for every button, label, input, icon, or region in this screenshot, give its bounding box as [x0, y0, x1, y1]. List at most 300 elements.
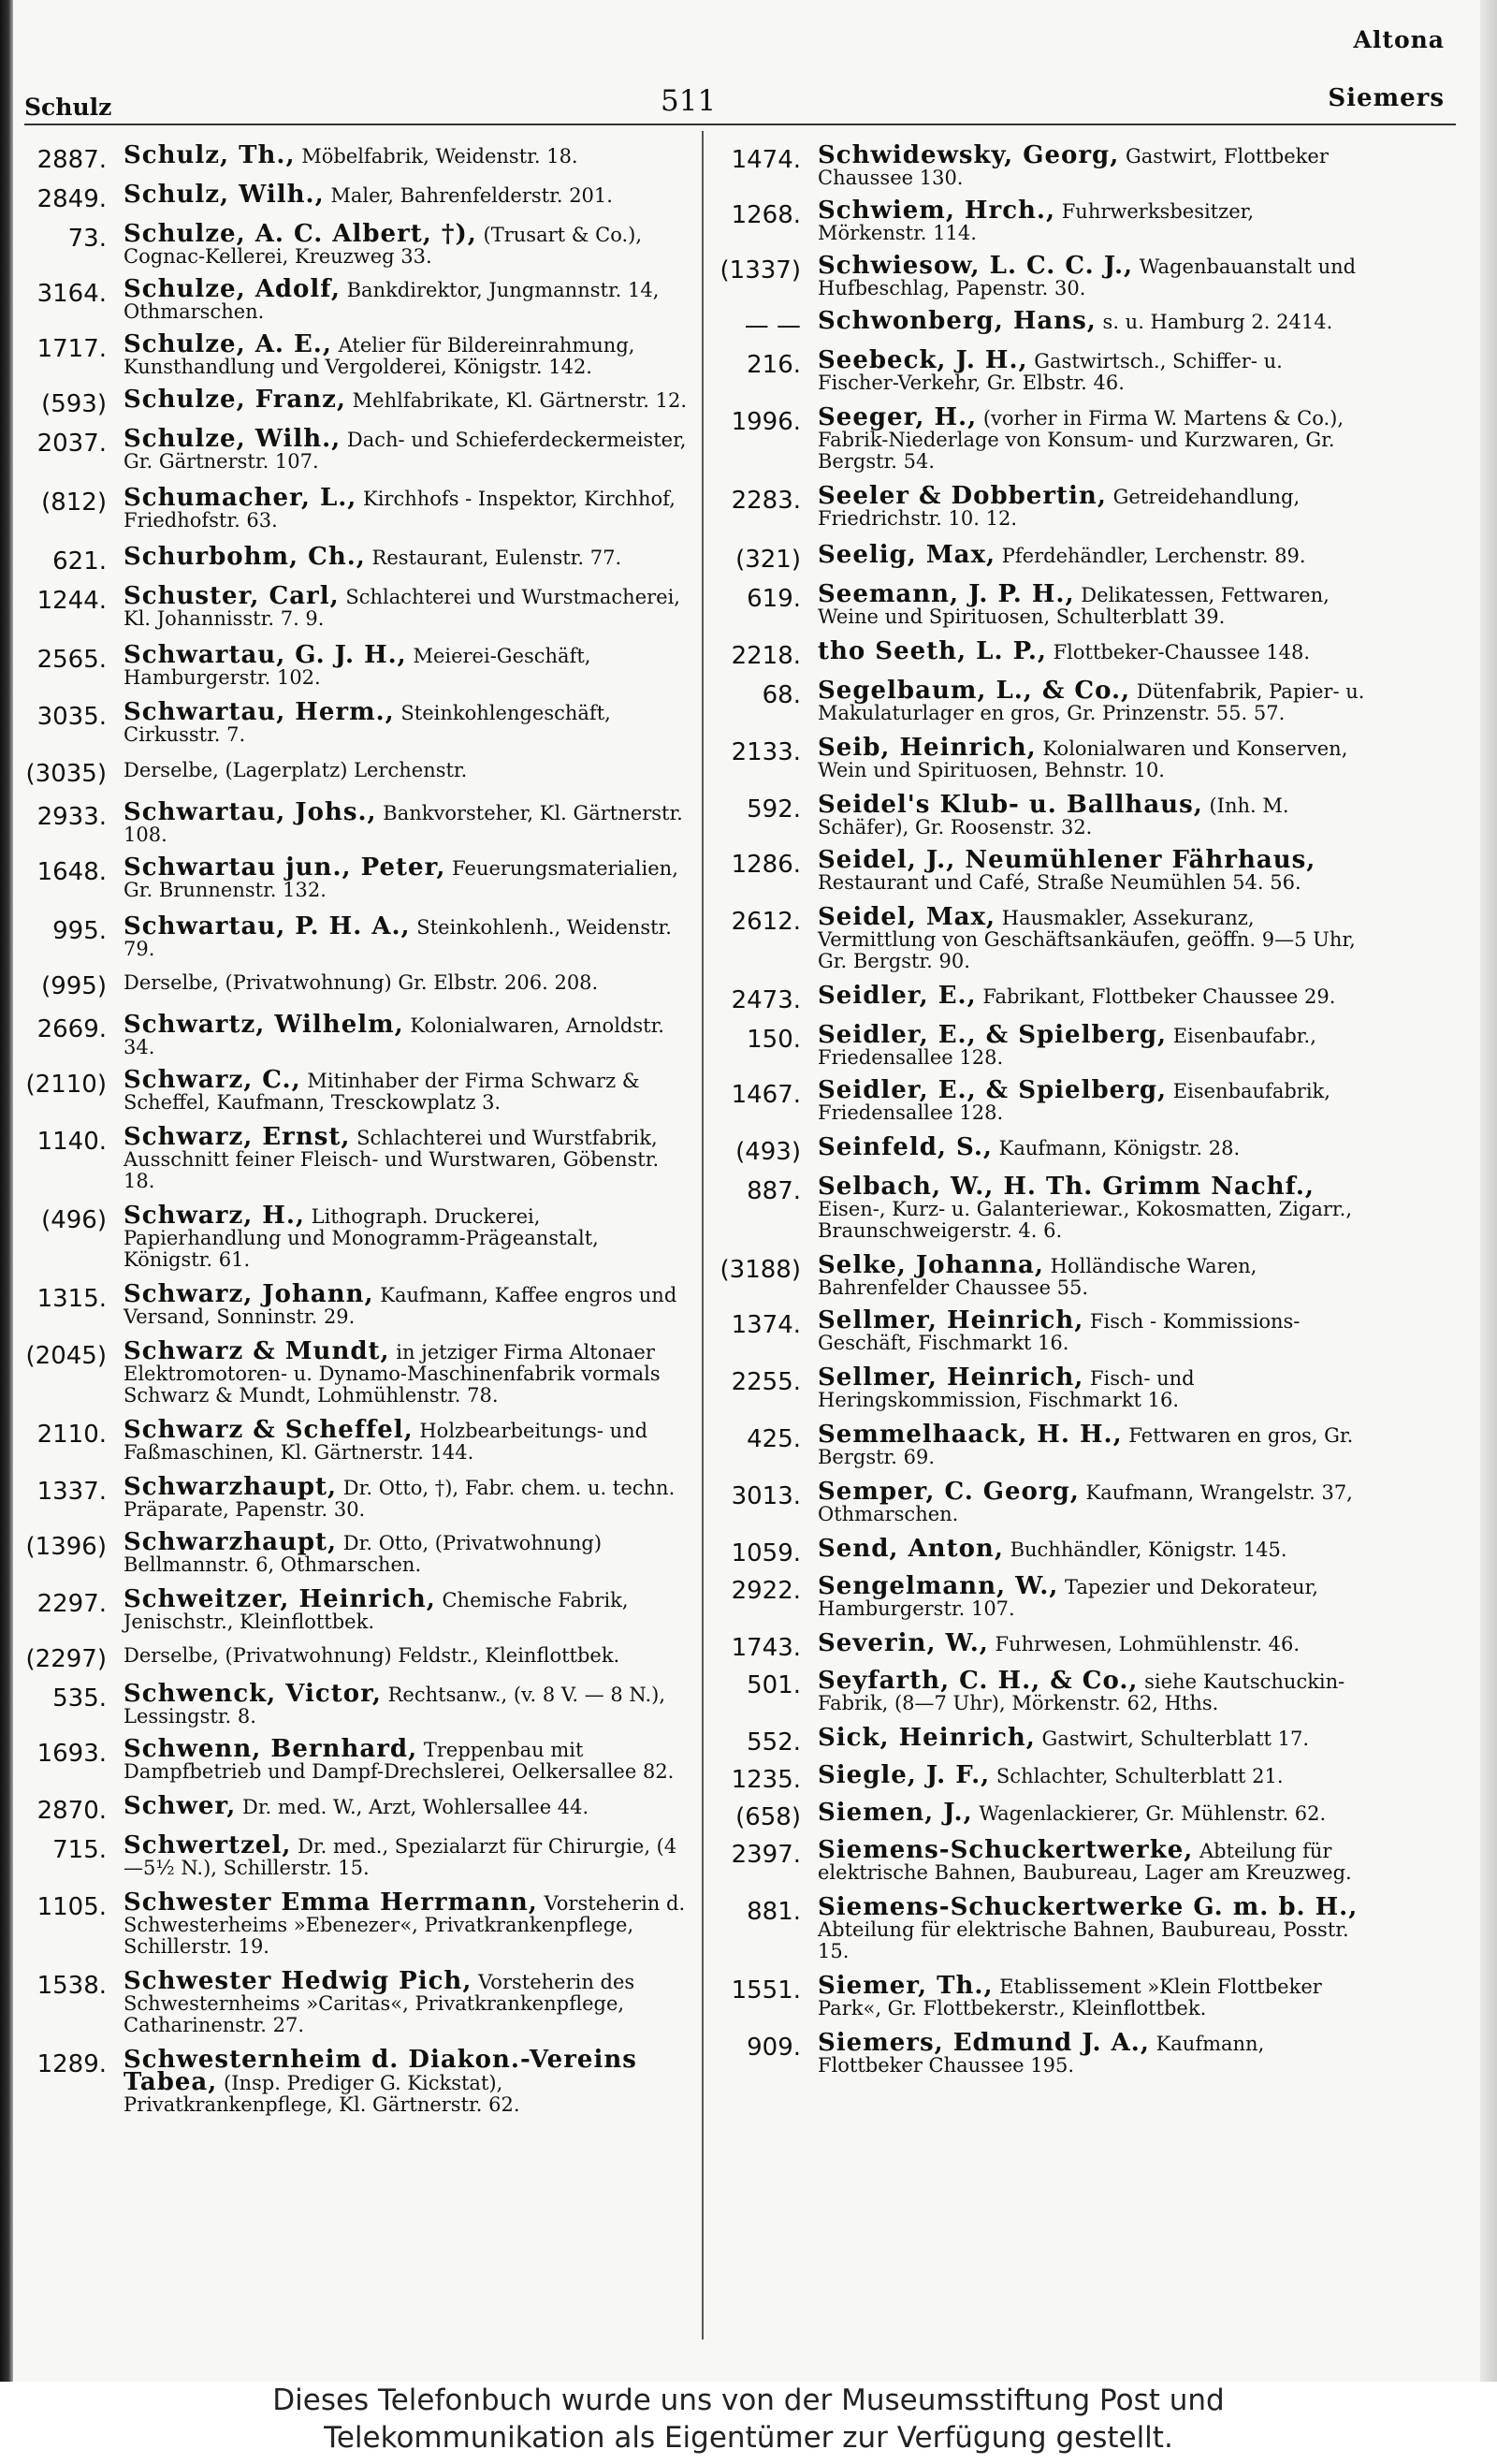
entry-text	[107, 1123, 690, 1192]
directory-entry	[24, 141, 690, 174]
directory-entry	[24, 425, 690, 473]
entry-details: Kaufmann, Wrangelstr. 37, Othmarschen.	[818, 1481, 1353, 1525]
entry-name: Schulze, Wilh.,	[124, 425, 342, 453]
phone-number: 2255.	[731, 1368, 801, 1396]
entry-text	[107, 698, 690, 746]
entry-name: Siemen, J.,	[818, 1799, 973, 1827]
phone-number: 1996.	[731, 408, 801, 436]
directory-entry	[24, 1644, 690, 1672]
directory-entry	[24, 2046, 690, 2116]
directory-entry	[711, 1972, 1366, 2019]
entry-text	[107, 1280, 690, 1328]
directory-entry	[711, 1629, 1366, 1662]
entry-name: Schulze, A. E.,	[124, 330, 332, 358]
entry-name: Schwidewsky, Georg,	[818, 141, 1120, 169]
phone-number: 1286.	[731, 851, 801, 879]
directory-entry	[24, 853, 690, 901]
entry-details: Etablissement »Klein Flottbeker Park«, Gr. Flottbekerstr., Kleinflottbek.	[818, 1976, 1322, 2019]
entry-details: Pferdehändler, Lerchenstr. 89.	[1001, 545, 1306, 567]
entry-name: Seeler & Dobbertin,	[818, 482, 1107, 510]
phone-number: (995)	[41, 972, 107, 1000]
entry-text	[107, 798, 690, 846]
directory-entry	[24, 1280, 690, 1328]
directory-entry	[24, 275, 690, 323]
left-column	[24, 141, 690, 2116]
entry-text	[107, 543, 690, 571]
entry-text	[107, 181, 690, 209]
directory-entry	[24, 641, 690, 689]
entry-text	[801, 482, 1366, 530]
entry-details: Maler, Bahrenfelderstr. 201.	[330, 184, 613, 207]
phone-number: 887.	[747, 1177, 801, 1205]
directory-entry	[711, 1306, 1366, 1354]
entry-details: Schlachterei und Wurstmacherei, Kl. Johannisstr. 7. 9.	[124, 586, 680, 630]
entry-text	[107, 1528, 690, 1576]
phone-number: 592.	[747, 795, 801, 824]
entry-details: Fabrikant, Flottbeker Chaussee 29.	[982, 985, 1336, 1008]
directory-entry	[711, 1421, 1366, 1468]
header-city: Altona	[1353, 26, 1445, 53]
phone-number: 1268.	[731, 201, 801, 229]
entry-details: Möbelfabrik, Weidenstr. 18.	[301, 145, 578, 168]
page-number: 511	[661, 84, 717, 118]
phone-number: 1140.	[36, 1128, 107, 1156]
directory-entry	[711, 1893, 1366, 1962]
phone-number: 3035.	[36, 703, 107, 731]
phone-number: 1474.	[731, 146, 801, 174]
directory-entry	[711, 403, 1366, 473]
entry-name: Severin, W.,	[818, 1629, 989, 1657]
phone-number: (3035)	[25, 760, 107, 788]
entry-details: Gastwirtsch., Schiffer- u. Fischer-Verkehr, Gr. Elbstr. 46.	[818, 350, 1283, 394]
entry-text	[801, 141, 1366, 189]
phone-number: 425.	[747, 1425, 801, 1453]
entry-name: Schulze, Adolf,	[124, 275, 341, 303]
entry-text	[801, 2029, 1366, 2077]
directory-entry	[711, 307, 1366, 340]
entry-text	[801, 1836, 1366, 1884]
entry-details: Treppenbau mit Dampfbetrieb und Dampf-Drechslerei, Oelkersallee 82.	[124, 1739, 675, 1783]
phone-number: 909.	[747, 2034, 801, 2062]
entry-details: Bankvorsteher, Kl. Gärtnerstr. 108.	[124, 802, 683, 846]
phone-number: 2110.	[36, 1421, 107, 1449]
directory-entry	[24, 798, 690, 846]
entry-name: Seebeck, J. H.,	[818, 346, 1028, 374]
entry-details: Fisch - Kommissions-Geschäft, Fischmarkt 16.	[818, 1310, 1301, 1354]
phone-number: 2218.	[731, 642, 801, 670]
directory-entry	[24, 759, 690, 787]
entry-text	[107, 759, 690, 781]
directory-entry	[711, 846, 1366, 894]
directory-entry	[711, 482, 1366, 530]
phone-number: 501.	[747, 1671, 801, 1699]
entry-details: Dr. med., Spezialarzt für Chirurgie, (4—5½ N.), Schillerstr. 15.	[124, 1835, 677, 1879]
entry-name: Seidel, Max,	[818, 903, 996, 931]
phone-number: (812)	[41, 488, 107, 517]
entry-text	[801, 1478, 1366, 1525]
entry-details: Kaufmann, Flottbeker Chaussee 195.	[818, 2033, 1265, 2077]
entry-details: Dütenfabrik, Papier- u. Makulaturlager en gros, Gr. Prinzenstr. 55. 57.	[818, 680, 1365, 724]
entry-name: Schumacher, L.,	[124, 484, 357, 512]
header-right-keyword: Siemers	[1328, 84, 1445, 112]
entry-details: s. u. Hamburg 2. 2414.	[1102, 311, 1333, 333]
directory-entry	[711, 2029, 1366, 2077]
phone-number: 3013.	[731, 1482, 801, 1510]
entry-text	[801, 1363, 1366, 1411]
entry-details: Eisen-, Kurz- u. Galanteriewar., Kokosmatten, Zigarr., Braunschweigerstr. 4. 6.	[818, 1198, 1352, 1242]
entry-text	[801, 677, 1366, 724]
entry-details: Restaurant, Eulenstr. 77.	[371, 547, 622, 569]
entry-text	[107, 582, 690, 630]
entry-name: Seeger, H.,	[818, 403, 978, 431]
entry-text	[107, 425, 690, 473]
entry-text	[801, 1421, 1366, 1468]
entry-details: Gastwirt, Schulterblatt 17.	[1041, 1728, 1310, 1750]
entry-name: Seelig, Max,	[818, 541, 996, 569]
entry-name: Schulz, Wilh.,	[124, 181, 325, 209]
entry-text	[107, 1735, 690, 1783]
entry-name: Send, Anton,	[818, 1535, 1004, 1563]
entry-text	[107, 1585, 690, 1633]
entry-details: Vorsteherin d. Schwesterheims »Ebenezer«, Privatkrankenpflege, Schillerstr. 19.	[124, 1892, 686, 1958]
entry-text	[107, 1792, 690, 1820]
phone-number: 1551.	[731, 1976, 801, 2005]
directory-entry	[711, 1133, 1366, 1166]
entry-text	[107, 1202, 690, 1271]
entry-details: Dr. med. W., Arzt, Wohlersallee 44.	[241, 1796, 589, 1818]
entry-details: Chemische Fabrik, Jenischstr., Kleinflottbek.	[124, 1589, 629, 1633]
entry-name: Segelbaum, L., & Co.,	[818, 677, 1131, 705]
entry-text	[801, 1761, 1366, 1789]
entry-details: Holzbearbeitungs- und Faßmaschinen, Kl. Gärtnerstr. 144.	[124, 1420, 648, 1464]
phone-number: 2887.	[36, 146, 107, 174]
phone-number: 2297.	[36, 1590, 107, 1618]
phone-number: 1289.	[36, 2050, 107, 2078]
directory-entry	[24, 386, 690, 418]
directory-entry	[24, 1473, 690, 1521]
phone-number: (2045)	[25, 1342, 107, 1370]
entry-text	[801, 1799, 1366, 1827]
directory-entry	[24, 582, 690, 630]
entry-text	[801, 982, 1366, 1010]
phone-number: 1693.	[36, 1740, 107, 1768]
entry-details: (Insp. Prediger G. Kickstat), Privatkrankenpflege, Kl. Gärtnerstr. 62.	[124, 2072, 520, 2116]
directory-entry	[711, 677, 1366, 724]
entry-text	[107, 275, 690, 323]
entry-name: Seinfeld, S.,	[818, 1133, 993, 1161]
entry-name: Schulz, Th.,	[124, 141, 296, 169]
entry-name: Schwartau, Herm.,	[124, 698, 395, 726]
directory-entry	[24, 1680, 690, 1728]
phone-number: 1743.	[731, 1634, 801, 1662]
directory-entry	[711, 1021, 1366, 1069]
entry-name: Schwertzel,	[124, 1831, 292, 1859]
entry-name: Siemer, Th.,	[818, 1972, 994, 2000]
entry-name: Seidler, E.,	[818, 982, 977, 1010]
entry-details: Fisch- und Heringskommission, Fischmarkt 16.	[818, 1367, 1195, 1411]
directory-entry	[711, 734, 1366, 781]
entry-details: Schlachterei und Wurstfabrik, Ausschnitt feiner Fleisch- und Wurstwaren, Göbenstr. 18.	[124, 1127, 660, 1192]
phone-number: 715.	[52, 1836, 107, 1864]
header-rule	[24, 124, 1456, 125]
entry-details: Kirchhofs - Inspektor, Kirchhof, Friedhofstr. 63.	[124, 488, 676, 532]
directory-entry	[711, 1076, 1366, 1124]
entry-name: Schwiem, Hrch.,	[818, 197, 1056, 225]
entry-name: Schweitzer, Heinrich,	[124, 1585, 436, 1613]
directory-entry	[711, 1251, 1366, 1299]
entry-text	[801, 1972, 1366, 2019]
entry-name: Sick, Heinrich,	[818, 1724, 1036, 1752]
entry-text	[801, 903, 1366, 972]
phone-number: (3188)	[719, 1256, 801, 1284]
entry-name: Schwartz, Wilhelm,	[124, 1011, 404, 1039]
phone-number: 1717.	[36, 335, 107, 363]
entry-text	[801, 403, 1366, 473]
directory-entry	[711, 252, 1366, 299]
entry-text	[801, 1173, 1366, 1242]
phone-number: 1315.	[36, 1285, 107, 1313]
entry-name: Seidel, J., Neumühlener Fährhaus,	[818, 846, 1316, 874]
directory-entry	[24, 1066, 690, 1114]
directory-entry	[24, 698, 690, 746]
phone-number: 1105.	[36, 1893, 107, 1921]
phone-number: (1396)	[25, 1533, 107, 1561]
directory-entry	[711, 1363, 1366, 1411]
directory-entry	[24, 330, 690, 378]
phone-number: 2473.	[731, 986, 801, 1014]
directory-entry	[711, 346, 1366, 394]
phone-number: 1374.	[731, 1311, 801, 1339]
entry-details: Bankdirektor, Jungmannstr. 14, Othmarschen.	[124, 279, 660, 323]
directory-entry	[711, 580, 1366, 628]
phone-number: 1648.	[36, 858, 107, 886]
entry-details: Holländische Waren, Bahrenfelder Chaussee 55.	[818, 1255, 1257, 1299]
entry-details: in jetziger Firma Altonaer Elektromotoren- u. Dynamo-Maschinenfabrik vormals Schwarz & Mundt, Lohmühlenstr. 78.	[124, 1341, 661, 1407]
entry-name: Siemens-Schuckertwerke,	[818, 1836, 1194, 1864]
directory-entry	[711, 1799, 1366, 1831]
phone-number: 2870.	[36, 1797, 107, 1825]
entry-name: Seib, Heinrich,	[818, 734, 1037, 762]
directory-entry	[24, 1011, 690, 1058]
entry-name: Schulze, A. C. Albert, †),	[124, 220, 477, 248]
entry-text	[107, 1011, 690, 1058]
entry-details: Kolonialwaren, Arnoldstr. 34.	[124, 1014, 664, 1058]
entry-details: Kolonialwaren und Konserven, Wein und Spirituosen, Behnstr. 10.	[818, 737, 1348, 781]
page-right-edge	[1480, 0, 1497, 2382]
entry-text	[801, 637, 1366, 665]
phone-number: 2922.	[731, 1577, 801, 1605]
entry-details: Derselbe, (Privatwohnung) Gr. Elbstr. 206. 208.	[124, 971, 599, 994]
entry-details: Mitinhaber der Firma Schwarz & Scheffel, Kaufmann, Tresckowplatz 3.	[124, 1070, 640, 1114]
entry-details: Lithograph. Druckerei, Papierhandlung und Monogramm-Prägeanstalt, Königstr. 61.	[124, 1205, 599, 1271]
entry-details: Dach- und Schieferdeckermeister, Gr. Gärtnerstr. 107.	[124, 429, 687, 473]
entry-details: Mehlfabrikate, Kl. Gärtnerstr. 12.	[352, 389, 687, 412]
phone-number: 2849.	[36, 185, 107, 213]
directory-entry	[711, 197, 1366, 244]
phone-number: 2037.	[36, 430, 107, 458]
entry-details: Vorsteherin des Schwesternheims »Caritas«, Privatkrankenpflege, Catharinenstr. 27.	[124, 1971, 635, 2036]
entry-name: Selke, Johanna,	[818, 1251, 1044, 1279]
entry-text	[107, 330, 690, 378]
entry-details: Feuerungsmaterialien, Gr. Brunnenstr. 132.	[124, 857, 678, 901]
directory-entry	[711, 1836, 1366, 1884]
entry-text	[801, 1629, 1366, 1657]
entry-name: Schwer,	[124, 1792, 237, 1820]
entry-name: Schwarzhaupt,	[124, 1473, 338, 1501]
entry-text	[801, 1076, 1366, 1124]
entry-details: Wagenlackierer, Gr. Mühlenstr. 62.	[979, 1802, 1327, 1825]
phone-number: 3164.	[36, 280, 107, 308]
entry-details: Rechtsanw., (v. 8 V. — 8 N.), Lessingstr. 8.	[124, 1684, 665, 1728]
phone-number: 2283.	[731, 487, 801, 515]
entry-name: Schwarz, C.,	[124, 1066, 301, 1094]
directory-entry	[24, 1416, 690, 1464]
phone-number: (321)	[735, 546, 801, 574]
phone-number: 2612.	[731, 908, 801, 936]
entry-details: Buchhändler, Königstr. 145.	[1010, 1538, 1287, 1561]
entry-name: Siemens-Schuckertwerke G. m. b. H.,	[818, 1893, 1359, 1921]
entry-text	[801, 580, 1366, 628]
entry-name: Sengelmann, W.,	[818, 1572, 1059, 1600]
phone-number: (658)	[735, 1803, 801, 1831]
entry-name: Schwarz & Mundt,	[124, 1337, 390, 1365]
entry-name: Schwartau, G. J. H.,	[124, 641, 407, 669]
directory-entry	[24, 1831, 690, 1879]
phone-number: 552.	[747, 1728, 801, 1757]
entry-text	[107, 2046, 690, 2116]
entry-text	[107, 853, 690, 901]
entry-name: Schwarz, Johann,	[124, 1280, 374, 1308]
entry-name: Seidel's Klub- u. Ballhaus,	[818, 791, 1203, 819]
entry-text	[107, 1066, 690, 1114]
footer-line-2: Telekommunikation als Eigentümer zur Verfügung gestellt.	[324, 2421, 1173, 2455]
phone-number: 1244.	[36, 587, 107, 615]
entry-text	[801, 252, 1366, 299]
phone-number: 150.	[747, 1026, 801, 1054]
entry-text	[107, 1473, 690, 1521]
entry-details: Eisenbaufabrik, Friedensallee 128.	[818, 1080, 1330, 1124]
entry-name: Sellmer, Heinrich,	[818, 1363, 1084, 1392]
entry-name: Schwonberg, Hans,	[818, 307, 1097, 335]
entry-text	[801, 1021, 1366, 1069]
entry-name: Schwenn, Bernhard,	[124, 1735, 418, 1763]
directory-entry	[24, 1585, 690, 1633]
entry-name: Schwarzhaupt,	[124, 1528, 338, 1556]
directory-entry	[711, 1173, 1366, 1242]
directory-entry	[711, 1572, 1366, 1620]
entry-text	[801, 1251, 1366, 1299]
phone-number: 995.	[52, 917, 107, 945]
entry-name: Schwarz, Ernst,	[124, 1123, 351, 1151]
phone-number: 1235.	[731, 1766, 801, 1794]
entry-text	[801, 1893, 1366, 1962]
directory-entry	[711, 541, 1366, 574]
phone-number: (496)	[41, 1206, 107, 1234]
directory-entry	[711, 903, 1366, 972]
phone-number: 73.	[67, 225, 107, 253]
directory-entry	[711, 1535, 1366, 1567]
directory-entry	[24, 971, 690, 999]
entry-text	[107, 1888, 690, 1958]
entry-text	[801, 734, 1366, 781]
entry-text	[801, 791, 1366, 838]
phone-number: 68.	[762, 681, 801, 709]
phone-number: 619.	[747, 585, 801, 613]
entry-name: Semper, C. Georg,	[818, 1478, 1080, 1506]
footer-line-1: Dieses Telefonbuch wurde uns von der Museumsstiftung Post und	[272, 2384, 1225, 2417]
entry-details: Getreidehandlung, Friedrichstr. 10. 12.	[818, 486, 1301, 530]
entry-name: Schwarz, H.,	[124, 1202, 305, 1230]
entry-details: Abteilung für elektrische Bahnen, Baubureau, Posstr. 15.	[818, 1918, 1349, 1962]
directory-entry	[24, 1967, 690, 2036]
phone-number: (493)	[735, 1138, 801, 1166]
directory-entry	[711, 141, 1366, 189]
footer-notice	[0, 2382, 1497, 2464]
phone-number: 1538.	[36, 1972, 107, 2000]
entry-details: Wagenbauanstalt und Hufbeschlag, Papenstr. 30.	[818, 255, 1357, 299]
entry-text	[107, 220, 690, 268]
directory-entry	[24, 1202, 690, 1271]
entry-details: Kaufmann, Königstr. 28.	[998, 1137, 1241, 1159]
entry-text	[107, 912, 690, 960]
phone-number: (2297)	[25, 1645, 107, 1673]
directory-entry	[24, 220, 690, 268]
entry-text	[801, 307, 1366, 335]
entry-name: Seidler, E., & Spielberg,	[818, 1021, 1168, 1049]
entry-text	[801, 1535, 1366, 1563]
entry-name: Schwester Emma Herrmann,	[124, 1888, 538, 1917]
entry-details: Derselbe, (Privatwohnung) Feldstr., Kleinflottbek.	[124, 1644, 620, 1667]
phone-number: (593)	[41, 390, 107, 418]
entry-name: Schwester Hedwig Pich,	[124, 1967, 472, 1995]
directory-entry	[24, 484, 690, 532]
entry-details: Dr. Otto, (Privatwohnung) Bellmannstr. 6, Othmarschen.	[124, 1532, 603, 1576]
entry-name: Seidler, E., & Spielberg,	[818, 1076, 1168, 1104]
directory-entry	[711, 1478, 1366, 1525]
directory-entry	[24, 912, 690, 960]
directory-entry	[711, 982, 1366, 1014]
entry-text	[801, 1306, 1366, 1354]
phone-number: (1337)	[719, 256, 801, 284]
directory-entry	[24, 1735, 690, 1783]
entry-details: siehe Kautschuckin-Fabrik, (8—7 Uhr), Mörkenstr. 62, Hths.	[818, 1670, 1345, 1714]
entry-name: Schwartau, P. H. A.,	[124, 912, 411, 940]
phone-number: 2669.	[36, 1015, 107, 1043]
entry-text	[801, 1667, 1366, 1714]
entry-details: Derselbe, (Lagerplatz) Lerchenstr.	[124, 759, 468, 781]
entry-text	[107, 1967, 690, 2036]
entry-details: Gastwirt, Flottbeker Chaussee 130.	[818, 145, 1329, 189]
entry-details: Flottbeker-Chaussee 148.	[1053, 641, 1311, 663]
entry-details: Hausmakler, Assekuranz, Vermittlung von Geschäftsankäufen, geöffn. 9—5 Uhr, Gr. Bergstr. 90.	[818, 907, 1356, 972]
entry-text	[801, 1572, 1366, 1620]
directory-entry	[24, 1123, 690, 1192]
entry-name: Schurbohm, Ch.,	[124, 543, 366, 571]
phone-number: 1467.	[731, 1081, 801, 1109]
entry-details: Fuhrwerksbesitzer, Mörkenstr. 114.	[818, 200, 1255, 244]
entry-text	[107, 641, 690, 689]
entry-text	[107, 484, 690, 532]
book-binding-edge	[0, 0, 13, 2382]
entry-details: (Trusart & Co.), Cognac-Kellerei, Kreuzweg 33.	[124, 224, 643, 268]
entry-name: Selbach, W., H. Th. Grimm Nachf.,	[818, 1173, 1315, 1201]
phone-number: 535.	[52, 1684, 107, 1713]
phone-number: 2565.	[36, 646, 107, 674]
entry-text	[107, 141, 690, 169]
directory-entry	[711, 637, 1366, 670]
phone-number: 2397.	[731, 1841, 801, 1869]
directory-entry	[711, 1761, 1366, 1794]
